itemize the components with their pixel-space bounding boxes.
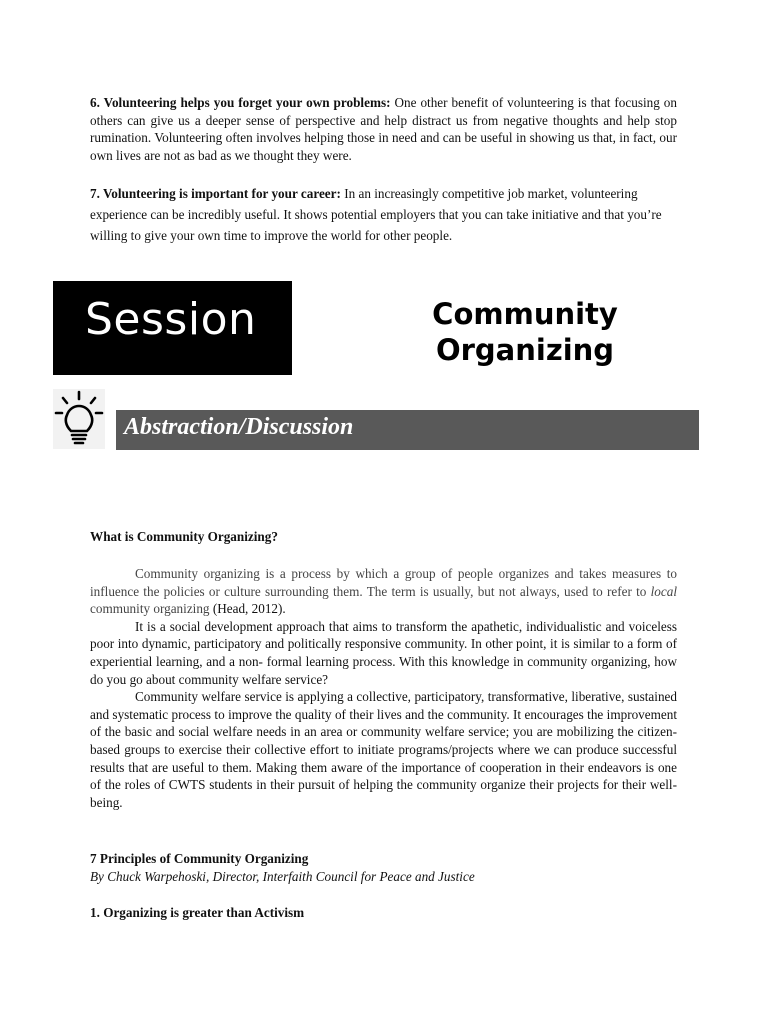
item-6-text: One other benefit of volunteering is that focusing on others can give us a deeper sense of perspective and help distract us from negative thoughts and help stop rumination. Volunteering often involves helping those in need and can be useful in showing us that, in fact, our own lives are not as bad as we thought they were. bbox=[90, 95, 677, 163]
p1-citation: (Head, 2012). bbox=[212, 601, 286, 617]
session-label-box bbox=[53, 281, 292, 375]
body-block bbox=[90, 565, 677, 811]
item-7-title: 7. Volunteering is important for your career: bbox=[90, 186, 341, 201]
session-label: Session bbox=[85, 294, 257, 345]
lightbulb-icon bbox=[53, 389, 105, 449]
item-7-text: In an increasingly competitive job market, volunteering experience can be incredibly useful. It shows potential employers that you can take initiative and that you’re willing to give your own time to improve the world for other people. bbox=[90, 186, 662, 243]
principles-byline: By Chuck Warpehoski, Director, Interfaith Council for Peace and Justice bbox=[90, 869, 475, 884]
session-title: Community Organizing bbox=[432, 297, 618, 367]
item-6-title: 6. Volunteering helps you forget your own problems: bbox=[90, 95, 391, 110]
principle-1-heading: 1. Organizing is greater than Activism bbox=[90, 905, 305, 920]
principles-heading: 7 Principles of Community Organizing bbox=[90, 851, 309, 866]
question-heading: What is Community Organizing? bbox=[90, 529, 278, 544]
p1-local: local bbox=[650, 583, 677, 599]
body-paragraph-3: Community welfare service is applying a collective, participatory, transformative, liberative, sustained and systematic process to improve the quality of their lives and the community. It encourages the improvement of the basic and social welfare needs in an area or community welfare service; you are mobilizing the citizen-based groups to exercise their collective effort to initiate programs/projects where we can produce successful results that are useful to them. Making them aware of the importance of cooperation in their endeavors is one of the roles of CWTS students in their pursuit of helping the community organize their projects for their well- being. bbox=[90, 689, 677, 810]
p1-text-b: community organizing bbox=[90, 601, 213, 617]
p1-text-a: Community organizing is a process by which a group of people organizes and takes measures to influence the policies or culture surrounding them. The term is usually, but not always, used to refer to bbox=[90, 566, 677, 599]
body-paragraph-2: It is a social development approach that aims to transform the apathetic, individualistic and voiceless poor into dynamic, participatory and politically responsive community. In other point, it is similar to a form of experiential learning, and a non- formal learning process. With this knowledge in community organizing, how do you go about community welfare service? bbox=[90, 618, 677, 687]
body-paragraph-1 bbox=[90, 565, 677, 618]
section-banner bbox=[116, 410, 699, 450]
item-7-paragraph bbox=[90, 183, 677, 246]
section-heading: Abstraction/Discussion bbox=[124, 414, 354, 440]
item-6-paragraph bbox=[90, 94, 677, 164]
